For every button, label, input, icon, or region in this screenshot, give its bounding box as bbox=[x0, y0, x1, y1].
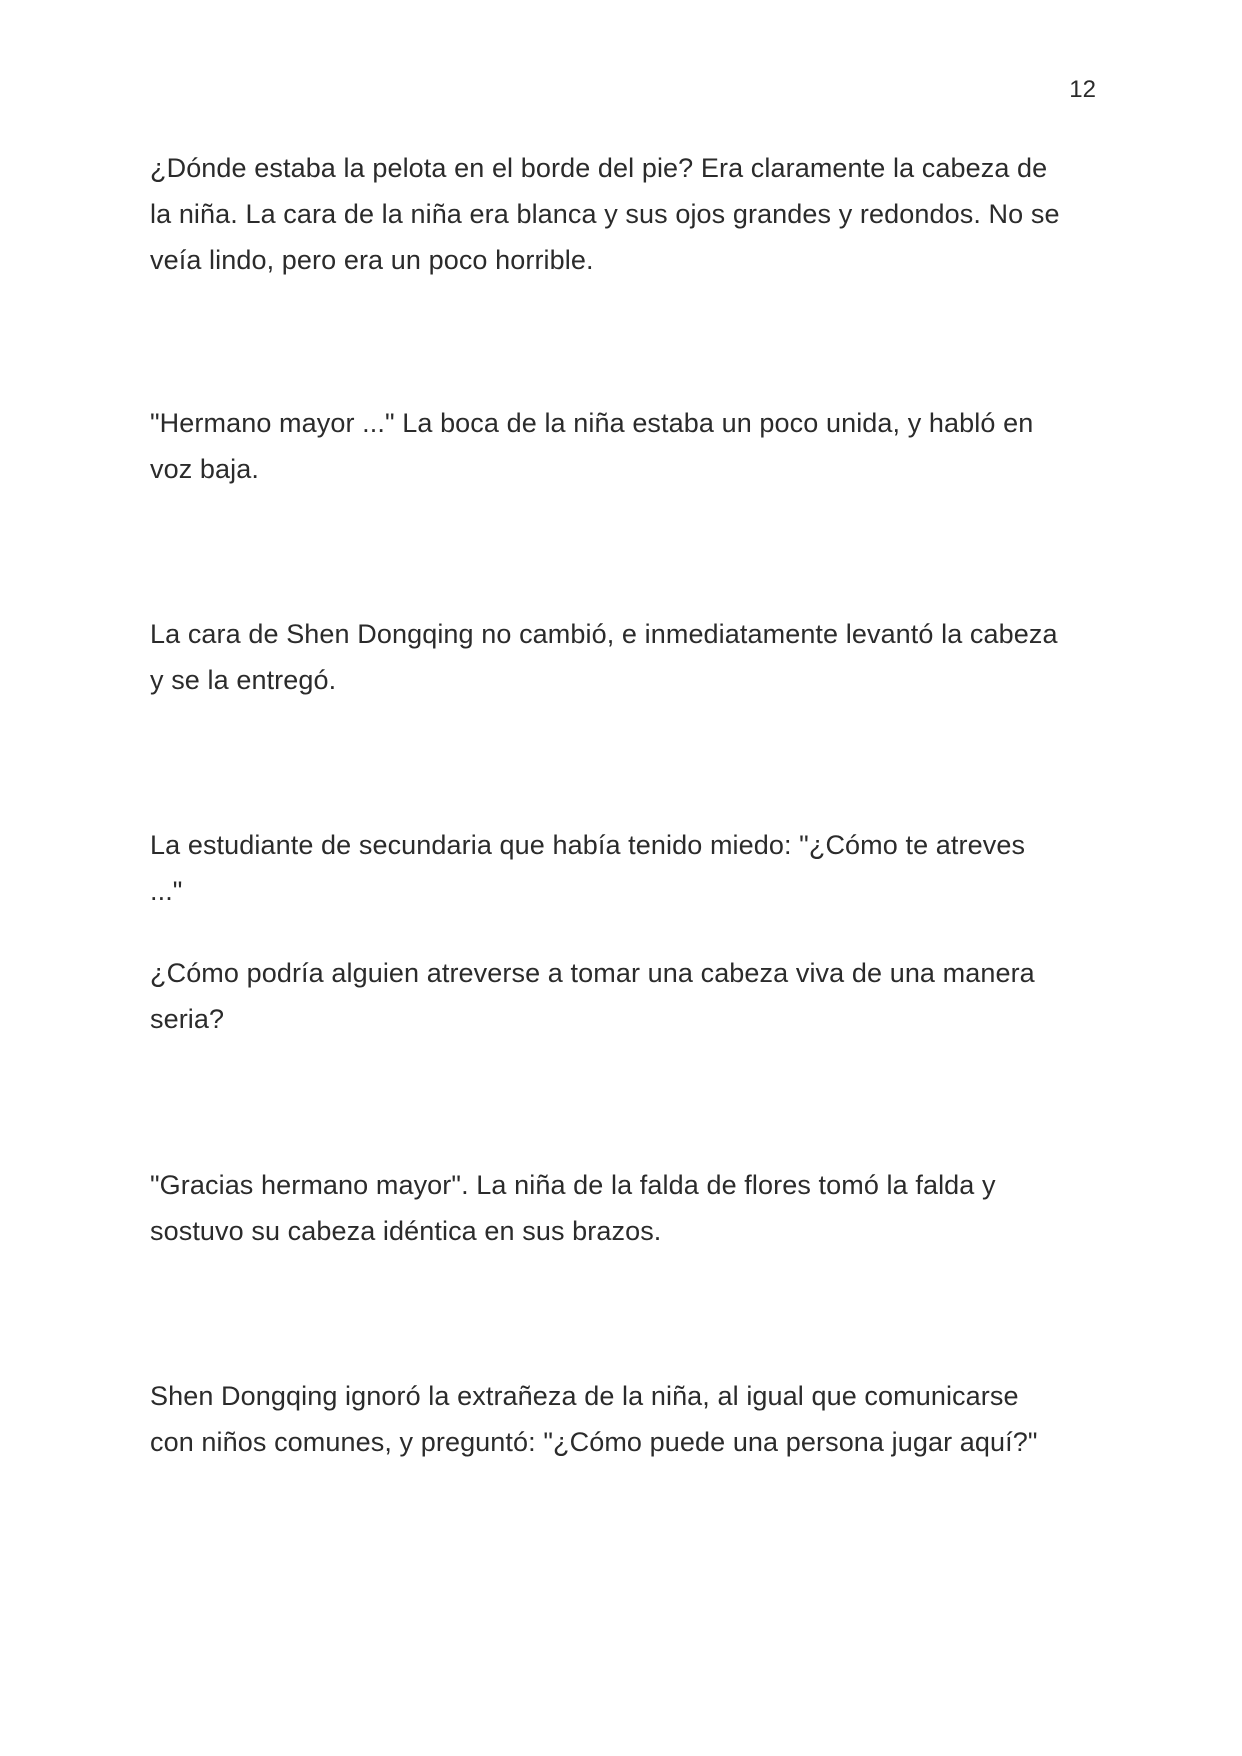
paragraph-1 bbox=[150, 145, 1100, 283]
paragraph-line: ¿Cómo podría alguien atreverse a tomar una cabeza viva de una manera bbox=[150, 958, 1035, 988]
paragraph-line: "Gracias hermano mayor". La niña de la falda de flores tomó la falda y bbox=[150, 1170, 996, 1200]
paragraph-line: ..." bbox=[150, 876, 183, 906]
paragraph-line: y se la entregó. bbox=[150, 665, 337, 695]
paragraph-line: "Hermano mayor ..." La boca de la niña estaba un poco unida, y habló en bbox=[150, 408, 1034, 438]
paragraph-2 bbox=[150, 400, 1100, 492]
paragraph-line: sostuvo su cabeza idéntica en sus brazos. bbox=[150, 1216, 662, 1246]
paragraph-line: voz baja. bbox=[150, 454, 259, 484]
paragraph-line: con niños comunes, y preguntó: "¿Cómo puede una persona jugar aquí?" bbox=[150, 1427, 1038, 1457]
page-number: 12 bbox=[1069, 76, 1096, 103]
paragraph-3 bbox=[150, 611, 1100, 703]
paragraph-line: Shen Dongqing ignoró la extrañeza de la niña, al igual que comunicarse bbox=[150, 1381, 1019, 1411]
paragraph-5 bbox=[150, 950, 1100, 1042]
paragraph-line: ¿Dónde estaba la pelota en el borde del pie? Era claramente la cabeza de bbox=[150, 153, 1048, 183]
paragraph-line: veía lindo, pero era un poco horrible. bbox=[150, 245, 594, 275]
paragraph-line: La estudiante de secundaria que había tenido miedo: "¿Cómo te atreves bbox=[150, 830, 1026, 860]
paragraph-line: seria? bbox=[150, 1004, 225, 1034]
paragraph-7 bbox=[150, 1373, 1100, 1465]
paragraph-6 bbox=[150, 1162, 1100, 1254]
paragraph-4 bbox=[150, 822, 1100, 914]
paragraph-line: la niña. La cara de la niña era blanca y sus ojos grandes y redondos. No se bbox=[150, 199, 1060, 229]
paragraph-line: La cara de Shen Dongqing no cambió, e inmediatamente levantó la cabeza bbox=[150, 619, 1058, 649]
